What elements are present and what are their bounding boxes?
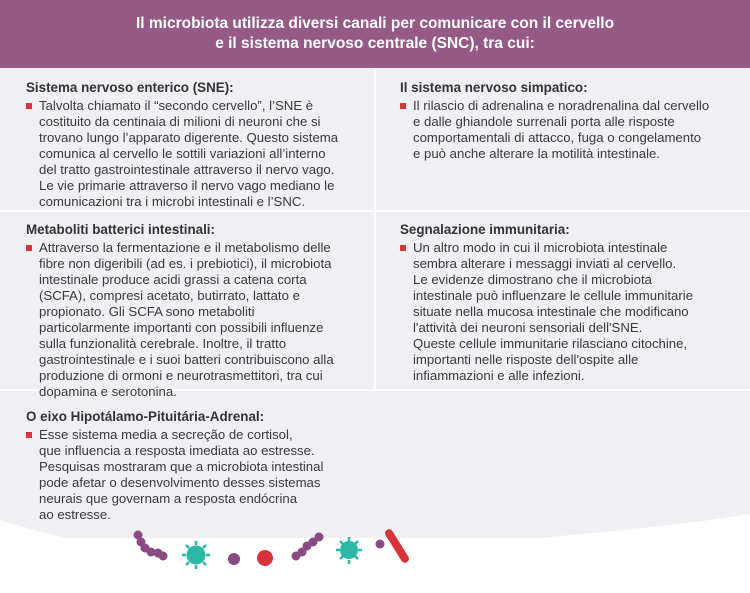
section-metabolites — [26, 222, 371, 400]
bullet-item — [400, 240, 745, 384]
section-text: Esse sistema media a secreção de cortisol, que influencia a resposta imediata ao estresse. Pesquisas mostraram que a microbiota intestinal pode afetar o desenvolvimento desses sistemas neurais que governam a resposta endócrina ao estresse. — [39, 427, 324, 522]
section-title: Sistema nervoso enterico (SNE): — [26, 80, 234, 95]
header-line-1: Il microbiota utilizza diversi canali per comunicare con il cervello — [135, 15, 615, 32]
red-coccus-icon — [257, 550, 273, 566]
header-line-2: e il sistema nervoso centrale (SNC), tra cui: — [215, 35, 535, 52]
microbes-illustration — [0, 500, 750, 593]
section-title: Segnalazione immunitaria: — [400, 222, 570, 237]
section-title: Il sistema nervoso simpatico: — [400, 80, 588, 95]
header-banner — [0, 0, 750, 68]
wave-shape — [0, 514, 750, 593]
bullet-marker — [26, 103, 32, 109]
bullet-item — [26, 98, 366, 210]
column-divider — [374, 68, 376, 390]
coccus-icon — [228, 553, 240, 565]
bullet-item — [26, 240, 371, 400]
section-title: O eixo Hipotálamo-Pituitária-Adrenal: — [26, 409, 265, 424]
section-text: Un altro modo in cui il microbiota intestinale sembra alterare i messaggi inviati al cervello. Le evidenze dimostrano che il microbiota intestinale può influenzare le cellule immunitarie situate nella mucosa intestinale che modificano l'attività dei neuroni sensoriali dell'SNE. Queste cellule immunitarie rilasciano citochine, importanti nelle risposte dell'ospite alle infiammazioni e alle infezioni. — [413, 240, 694, 383]
section-text: Attraverso la fermentazione e il metabolismo delle fibre non digeribili (ad es. i prebiotici), il microbiota intestinale produce acidi grassi a catena corta (SCFA), compresi acetato, butirrato, lattato e propionato. Gli SCFA sono metaboliti particolarmente importanti con possibili influenze sulla funzionalità cerebrale. Inoltre, il tratto gastrointestinale e i suoi batteri contribuiscono alla produzione di ormoni e neurotrasmettitori, tra cui dopamina e serotonina. — [39, 240, 334, 399]
bullet-item — [400, 98, 745, 162]
row-divider-1 — [0, 210, 750, 212]
bullet-marker — [26, 245, 32, 251]
section-sympathetic — [400, 80, 745, 162]
bullet-marker — [400, 103, 406, 109]
section-sne — [26, 80, 366, 210]
bullet-marker — [26, 432, 32, 438]
section-text: Talvolta chiamato il “secondo cervello”, l’SNE è costituito da centinaia di milioni di neuroni che si trovano lungo l’apparato digerente. Questo sistema comunica al cervello le sottili variazioni all’interno del tratto gastrointestinale attraverso il nervo vago. Le vie primarie attraverso il nervo vago mediano le comunicazioni tra i microbi intestinali e l’SNC. — [39, 98, 339, 209]
coccus-icon — [376, 540, 385, 549]
section-text: Il rilascio di adrenalina e noradrenalina dal cervello e dalle ghiandole surrenali porta alle risposte comportamentali di attacco, fuga o congelamento e può anche alterare la motilità intestinale. — [413, 98, 710, 161]
section-immune — [400, 222, 745, 384]
section-title: Metaboliti batterici intestinali: — [26, 222, 215, 237]
bullet-marker — [400, 245, 406, 251]
